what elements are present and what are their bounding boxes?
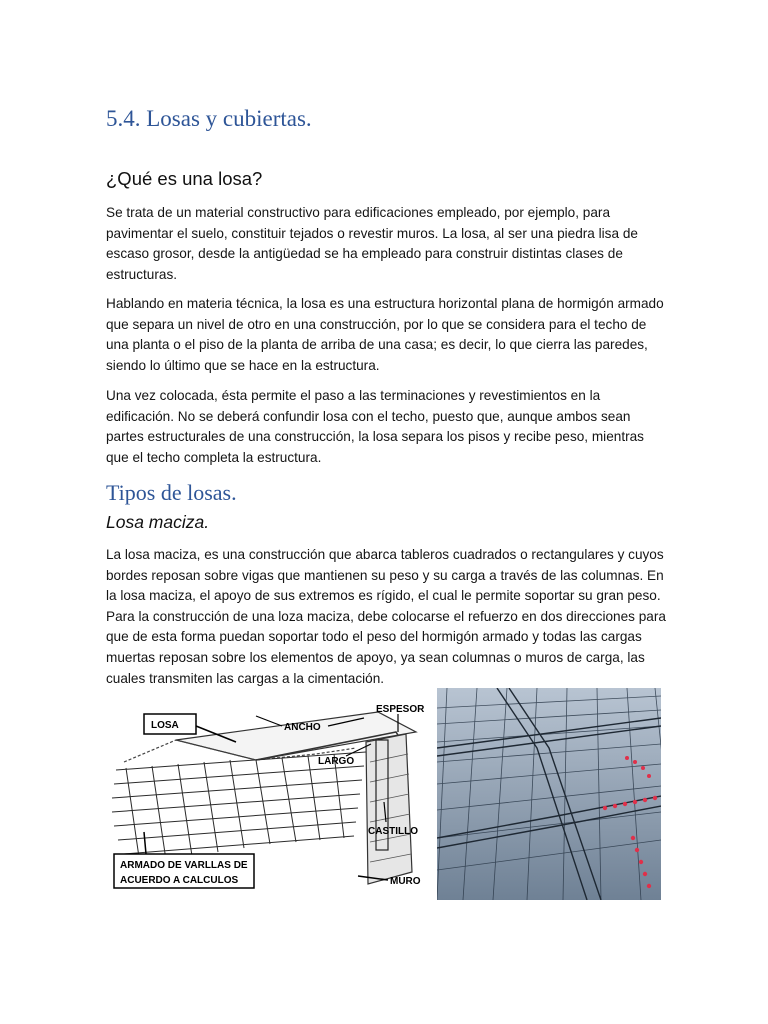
- question-heading: ¿Qué es una losa?: [106, 168, 263, 189]
- rebar-mesh-photo: [437, 688, 661, 900]
- label-armado-line1: ARMADO DE VARLLAS DE: [120, 860, 248, 871]
- slab-diagram: [106, 692, 434, 896]
- label-largo: LARGO: [318, 756, 355, 767]
- subtype-heading: Losa maciza.: [106, 512, 210, 532]
- label-muro: MURO: [390, 876, 421, 887]
- paragraph-technical: Hablando en materia técnica, la losa es una estructura horizontal plana de hormigón armado que separa un nivel de otro en una construcción, por lo que se considera para el techo de una planta o el piso de la planta de arriba de una casa; es decir, lo que cierra las paredes, siendo lo último que se hace en la estructura.: [106, 296, 664, 373]
- label-ancho: ANCHO: [284, 722, 321, 733]
- label-losa: LOSA: [151, 720, 179, 731]
- types-heading: Tipos de losas.: [106, 480, 237, 505]
- paragraph-distinction: Una vez colocada, ésta permite el paso a las terminaciones y revestimientos en la edificación. No se deberá confundir losa con el techo, puesto que, aunque ambos sean partes estructurales de una construcción, la losa separa los pisos y recibe peso, mientras que el techo completa la estructura.: [106, 388, 644, 465]
- paragraph-definition: Se trata de un material constructivo para edificaciones empleado, por ejemplo, para pavimentar el suelo, constituir tejados o revestir muros. La losa, al ser una piedra lisa de escaso grosor, desde la antigüedad se ha empleado para construir distintas clases de estructuras.: [106, 205, 638, 282]
- label-castillo: CASTILLO: [368, 826, 418, 837]
- section-title: 5.4. Losas y cubiertas.: [106, 106, 312, 131]
- paragraph-losa-maciza: La losa maciza, es una construcción que abarca tableros cuadrados o rectangulares y cuyos bordes reposan sobre vigas que mantienen su peso y su carga a través de las columnas. En la losa maciza, el apoyo de sus extremos es rígido, el cual le permite soportar su gran peso. Para la construcción de una loza maciza, debe colocarse el refuerzo en dos direcciones para que de esta forma puedan soportar todo el peso del hormigón armado y todas las cargas muertas reposan sobre los elementos de apoyo, ya sean columnas o muros de carga, las cuales transmiten las cargas a la cimentación.: [106, 547, 666, 686]
- label-espesor: ESPESOR: [376, 704, 425, 715]
- label-armado-line2: ACUERDO A CALCULOS: [120, 875, 239, 886]
